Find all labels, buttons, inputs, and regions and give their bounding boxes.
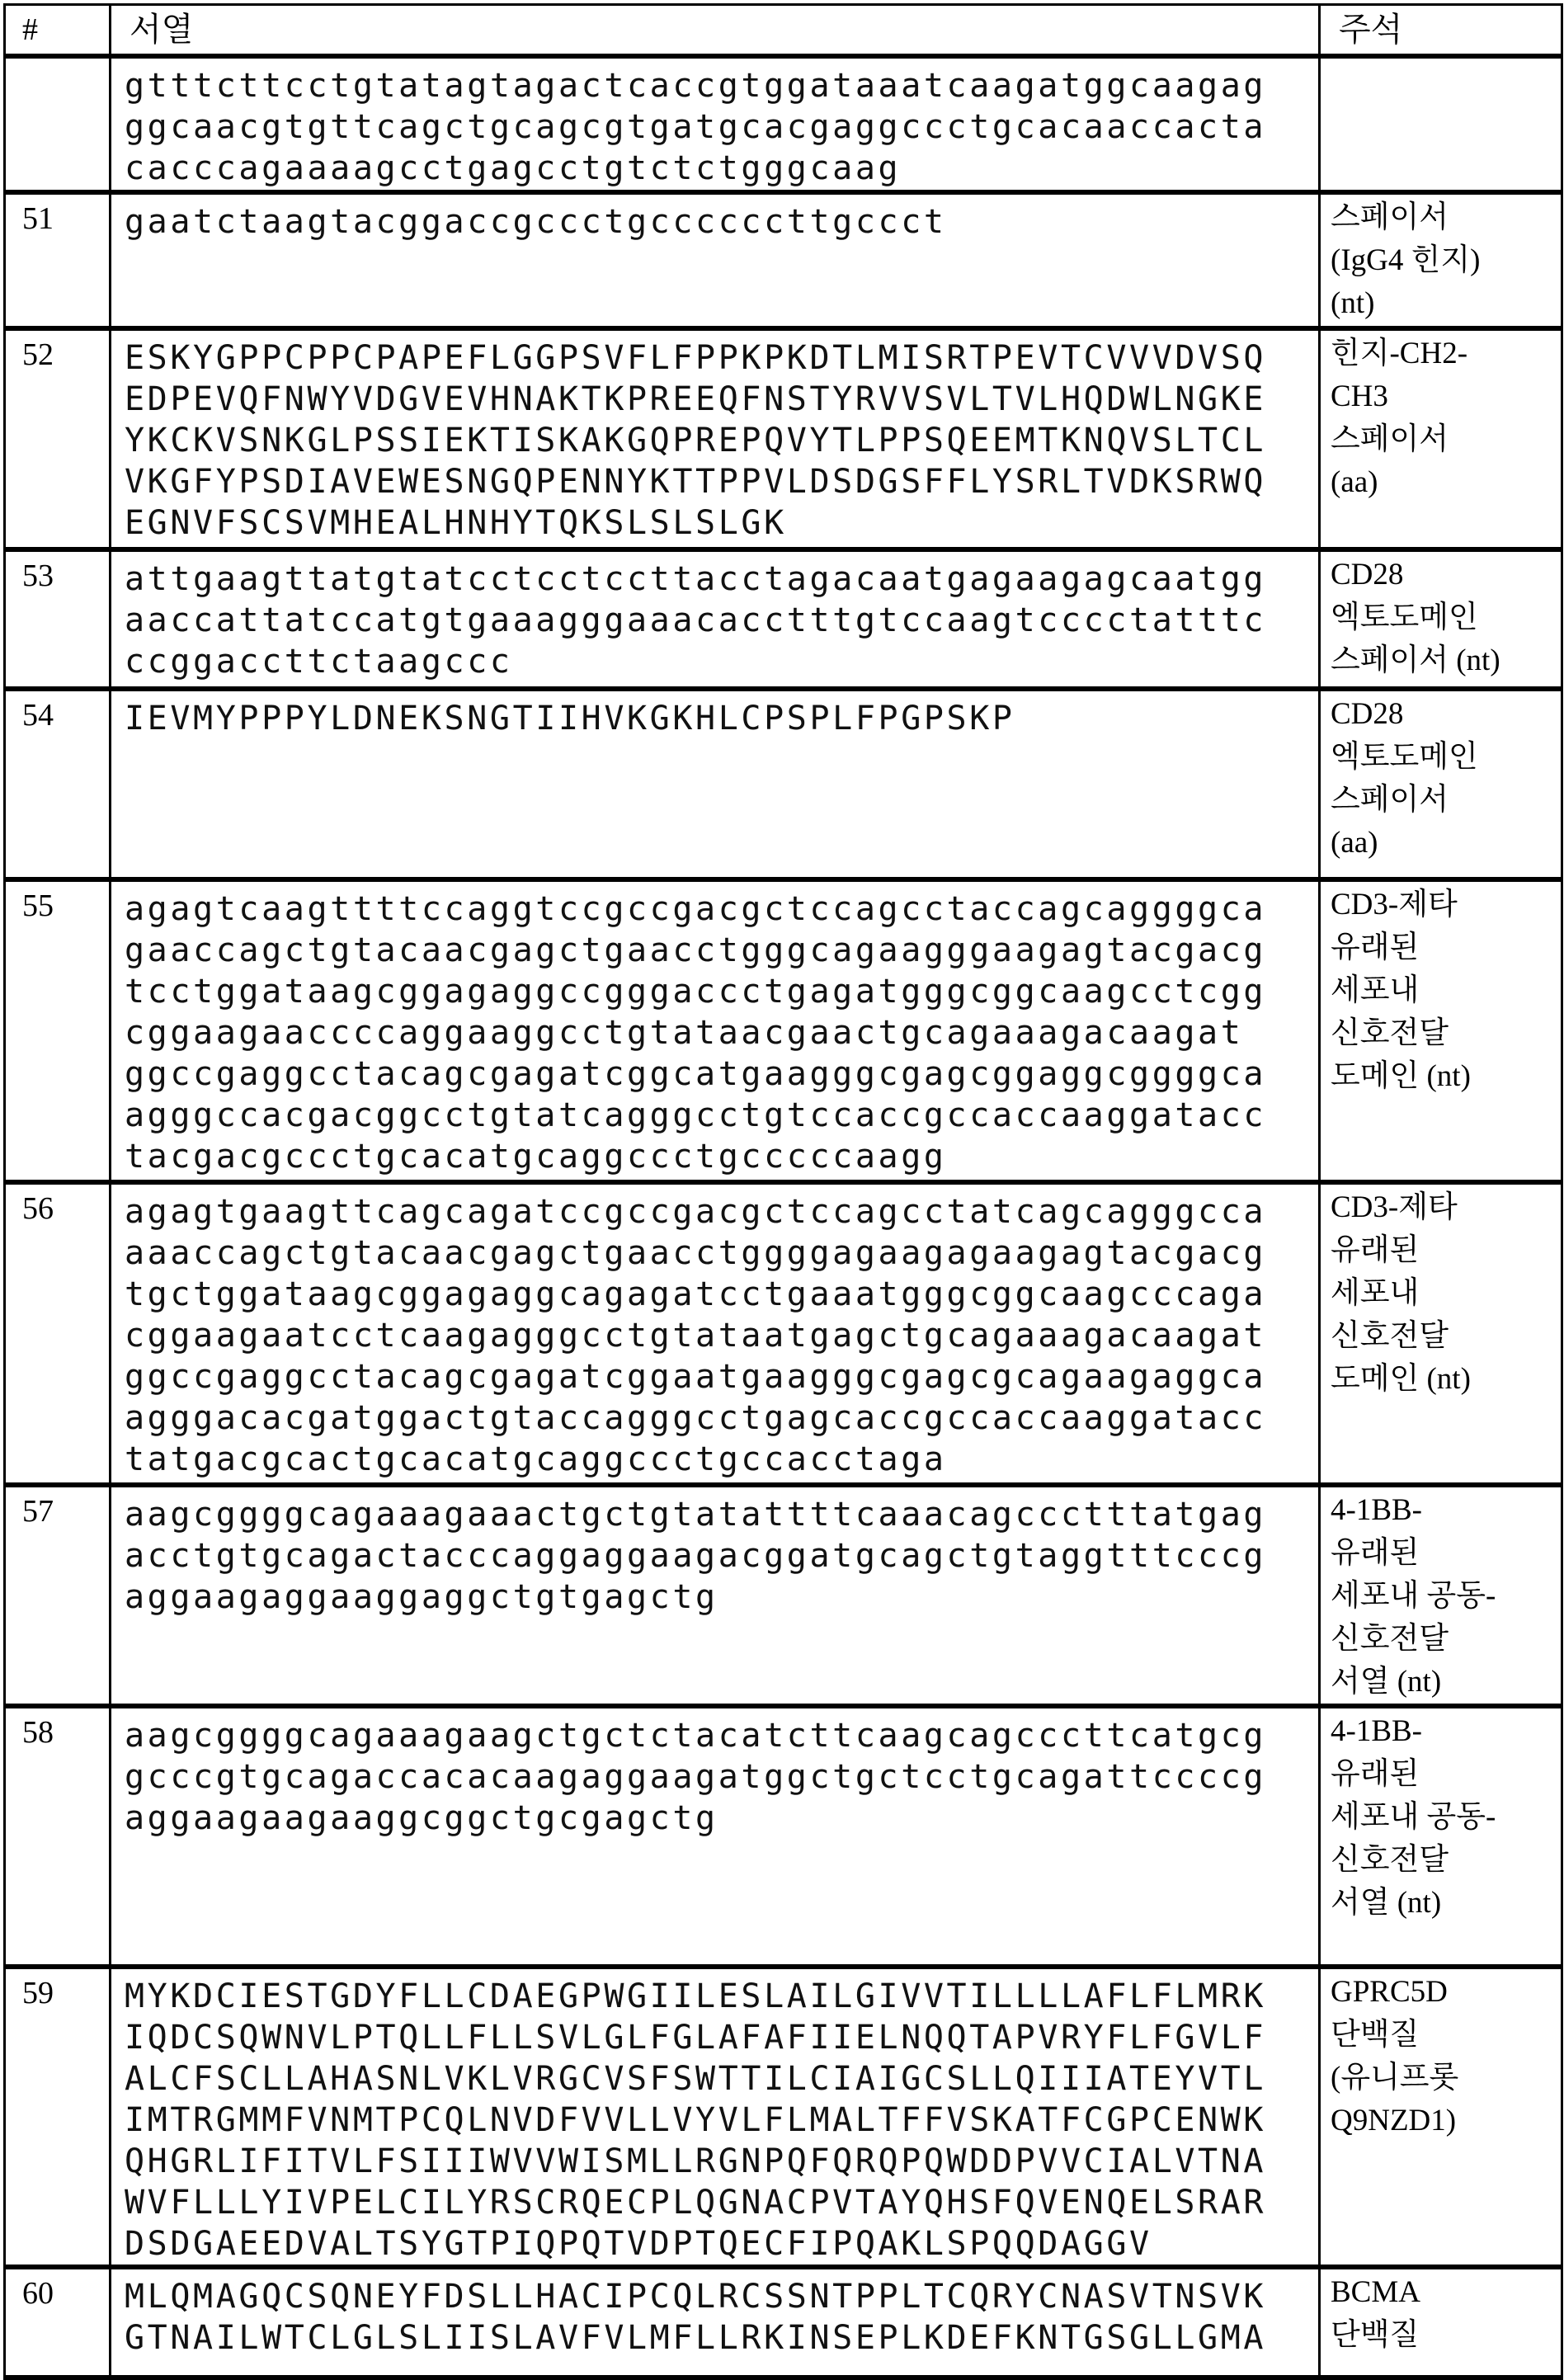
note-cell: 스페이서 (IgG4 힌지) (nt) [1320,192,1562,328]
row-number: 60 [5,2267,111,2378]
sequence-cell: gaatctaagtacggaccgccctgccccccttgccct [111,192,1320,328]
table-row [5,549,1562,689]
table-row [5,192,1562,328]
row-number: 58 [5,1706,111,1967]
sequence-cell: gtttcttcctgtatagtagactcaccgtggataaatcaagatggcaagag ggcaacgtgttcagctgcagcgtgatgcacgaggccctgcacaaccacta cacccagaaaagcctgagcctgtctctgggcaag [111,56,1320,192]
table-row [5,56,1562,192]
row-number: 51 [5,192,111,328]
note-cell: GPRC5D 단백질 (유니프롯 Q9NZD1) [1320,1967,1562,2267]
sequence-cell: aagcggggcagaaagaaactgctgtatattttcaaacagccctttatgag acctgtgcagactacccaggaggaagacggatgcagctgtaggtttcccg aggaagaggaaggaggctgtgagctg [111,1485,1320,1706]
row-number: 59 [5,1967,111,2267]
note-cell: 힌지-CH2- CH3 스페이서 (aa) [1320,328,1562,549]
note-cell: 4-1BB- 유래된 세포내 공동- 신호전달 서열 (nt) [1320,1485,1562,1706]
sequence-cell: ESKYGPPCPPCPAPEFLGGPSVFLFPPKPKDTLMISRTPEVTCVVVDVSQ EDPEVQFNWYVDGVEVHNAKTKPREEQFNSTYRVVSVLTVLHQDWLNGKE YKCKVSNKGLPSSIEKTISKAKGQPREPQVYTLPPSQEEMTKNQVSLTCL VKGFYPSDIAVEWESNGQPENNYKTTPPVLDSDGSFFLYSRLTVDKSRWQ EGNVFSCSVMHEALHNHYTQKSLSLSLGK [111,328,1320,549]
note-cell: 4-1BB- 유래된 세포내 공동- 신호전달 서열 (nt) [1320,1706,1562,1967]
sequence-cell: attgaagttatgtatcctcctccttacctagacaatgagaagagcaatgg aaccattatccatgtgaaagggaaacacctttgtccaagtcccctatttc ccggaccttctaagccc [111,549,1320,689]
sequence-cell: MLQMAGQCSQNEYFDSLLHACIPCQLRCSSNTPPLTCQRYCNASVTNSVK GTNAILWTCLGLSLIISLAVFVLMFLLRKINSEPLKDEFKNTGSGLLGMA [111,2267,1320,2378]
row-number: 55 [5,879,111,1182]
row-number: 54 [5,689,111,879]
sequence-cell: aagcggggcagaaagaagctgctctacatcttcaagcagcccttcatgcg gcccgtgcagaccacacaagaggaagatggctgctcctgcagattccccg aggaagaagaaggcggctgcgagctg [111,1706,1320,1967]
sequence-cell: IEVMYPPPYLDNEKSNGTIIHVKGKHLCPSPLFPGPSKP [111,689,1320,879]
note-cell: CD3-제타 유래된 세포내 신호전달 도메인 (nt) [1320,1182,1562,1485]
header-sequence: 서열 [111,5,1320,56]
header-number: # [5,5,111,56]
note-cell [1320,56,1562,192]
sequence-cell: agagtcaagttttccaggtccgccgacgctccagcctaccagcaggggca gaaccagctgtacaacgagctgaacctgggcagaagggaagagtacgacg tcctggataagcggagaggccgggaccctgagatgggcggcaagcctcgg cggaagaaccccaggaaggcctgtataacgaactgcagaaagacaagat ggccgaggcctacagcgagatcggcatgaagggcgagcggaggcggggca agggccacgacggcctgtatcagggcctgtccaccgccaccaaggatacc tacgacgccctgcacatgcaggccctgcccccaagg [111,879,1320,1182]
table-header-row [5,5,1562,56]
header-note: 주석 [1320,5,1562,56]
row-number: 57 [5,1485,111,1706]
table-row [5,2267,1562,2378]
table-row [5,1706,1562,1967]
row-number [5,56,111,192]
row-number: 52 [5,328,111,549]
table-row [5,1967,1562,2267]
note-cell: CD28 엑토도메인 스페이서 (aa) [1320,689,1562,879]
table-row [5,1182,1562,1485]
row-number: 56 [5,1182,111,1485]
note-cell: CD28 엑토도메인 스페이서 (nt) [1320,549,1562,689]
table-row [5,879,1562,1182]
sequence-cell: agagtgaagttcagcagatccgccgacgctccagcctatcagcagggcca aaaccagctgtacaacgagctgaacctggggagaagagaagagtacgacg tgctggataagcggagaggcagagatcctgaaatgggcggcaagcccaga cggaagaatcctcaagagggcctgtataatgagctgcagaaagacaagat ggccgaggcctacagcgagatcggaatgaagggcgagcgcagaagaggca agggacacgatggactgtaccagggcctgagcaccgccaccaaggatacc tatgacgcactgcacatgcaggccctgccacctaga [111,1182,1320,1485]
table-row [5,689,1562,879]
sequence-cell: MYKDCIESTGDYFLLCDAEGPWGIILESLAILGIVVTILLLLAFLFLMRK IQDCSQWNVLPTQLLFLLSVLGLFGLAFAFIIELNQQTAPVRYFLFGVLF ALCFSCLLAHASNLVKLVRGCVSFSWTTILCIAIGCSLLQIIIATEYVTL IMTRGMMFVNMTPCQLNVDFVVLLVYVLFLMALTFFVSKATFCGPCENWK QHGRLIFITVLFSIIIWVVWISMLLRGNPQFQRQPQWDDPVVCIALVTNA WVFLLLYIVPELCILYRSCRQECPLQGNACPVTAYQHSFQVENQELSRAR DSDGAEEDVALTSYGTPIQPQTVDPTQECFIPQAKLSPQQDAGGV [111,1967,1320,2267]
table-row [5,1485,1562,1706]
note-cell: CD3-제타 유래된 세포내 신호전달 도메인 (nt) [1320,879,1562,1182]
row-number: 53 [5,549,111,689]
sequence-table [3,3,1563,2380]
table-row [5,328,1562,549]
note-cell: BCMA 단백질 [1320,2267,1562,2378]
